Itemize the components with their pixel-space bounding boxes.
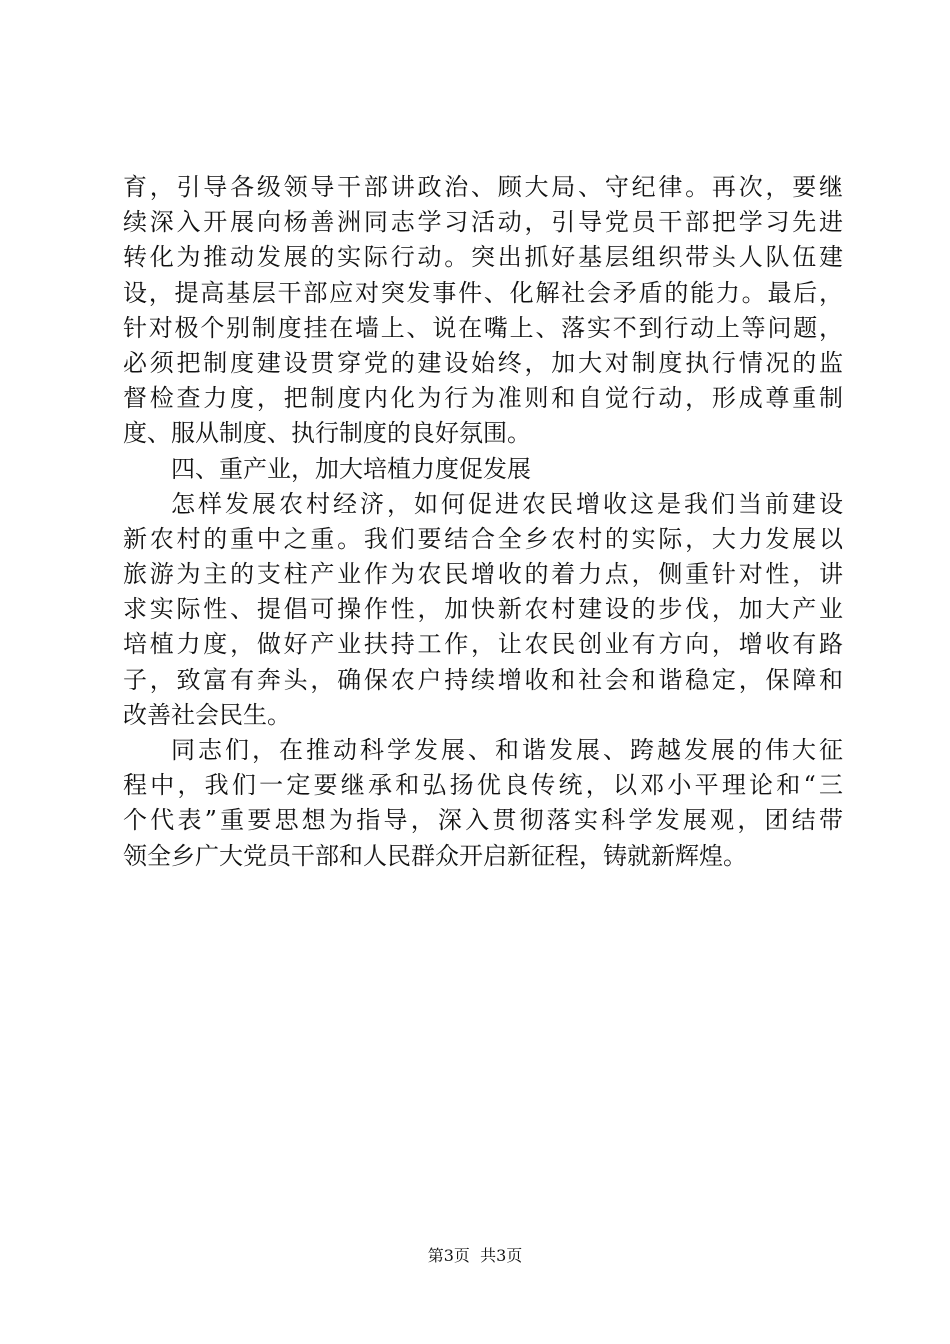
text-line: 针对极个别制度挂在墙上、说在嘴上、落实不到行动上等问题，	[123, 313, 843, 342]
text-line: 新农村的重中之重。我们要结合全乡农村的实际，大力发展以	[123, 524, 843, 553]
document-body	[123, 170, 843, 874]
text-line: 程中，我们一定要继承和弘扬优良传统，以邓小平理论和“三	[123, 771, 843, 800]
text-line: 育，引导各级领导干部讲政治、顾大局、守纪律。再次，要继	[123, 173, 843, 201]
text-line: 旅游为主的支柱产业作为农民增收的着力点，侧重针对性，讲	[123, 560, 843, 589]
section-heading-text: 四、重产业，加大培植力度促发展	[171, 454, 531, 483]
text-line: 求实际性、提倡可操作性，加快新农村建设的步伐，加大产业	[123, 595, 843, 624]
text-line: 同志们，在推动科学发展、和谐发展、跨越发展的伟大征	[171, 736, 843, 764]
text-line: 子，致富有奔头，确保农户持续增收和社会和谐稳定，保障和	[123, 665, 843, 694]
text-line: 督检查力度，把制度内化为行为准则和自觉行动，形成尊重制	[123, 384, 843, 413]
text-line: 培植力度，做好产业扶持工作，让农民创业有方向，增收有路	[123, 630, 843, 659]
text-line: 续深入开展向杨善洲同志学习活动，引导党员干部把学习先进	[123, 208, 843, 237]
paragraph	[123, 733, 843, 874]
text-line: 怎样发展农村经济，如何促进农民增收这是我们当前建设	[171, 489, 843, 518]
text-line: 个代表”重要思想为指导，深入贯彻落实科学发展观，团结带	[123, 806, 843, 835]
paragraph	[123, 487, 843, 733]
text-line: 必须把制度建设贯穿党的建设始终，加大对制度执行情况的监	[123, 348, 843, 377]
paragraph	[123, 170, 843, 452]
page-number-label: 第3页 共3页	[427, 1246, 523, 1265]
text-line: 改善社会民生。	[123, 700, 291, 729]
text-line: 领全乡广大党员干部和人民群众开启新征程，铸就新辉煌。	[123, 841, 747, 870]
page-footer	[0, 1244, 950, 1268]
text-line: 转化为推动发展的实际行动。突出抓好基层组织带头人队伍建	[123, 243, 843, 272]
section-heading	[123, 452, 843, 487]
text-line: 设，提高基层干部应对突发事件、化解社会矛盾的能力。最后，	[123, 278, 843, 307]
text-line: 度、服从制度、执行制度的良好氛围。	[123, 419, 531, 448]
